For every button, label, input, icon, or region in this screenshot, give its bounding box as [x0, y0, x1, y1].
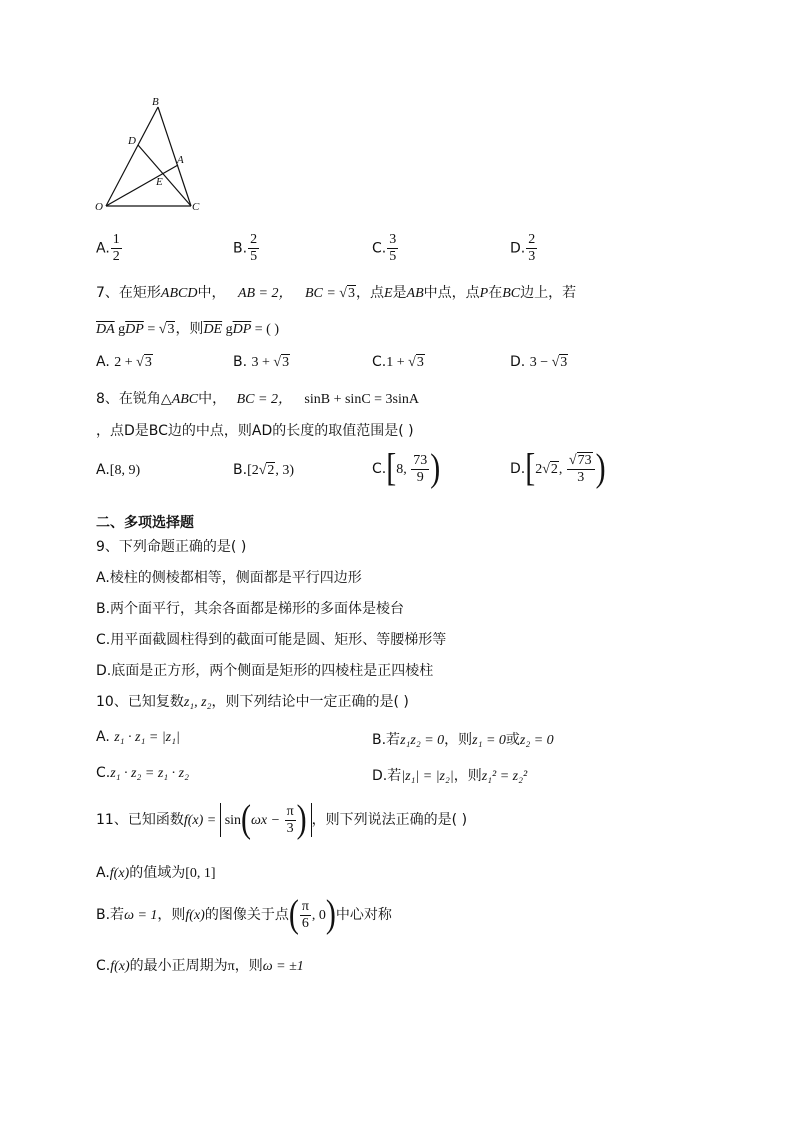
- q6-c-fraction: $\frac{3}{5}$: [389, 232, 397, 264]
- q10-option-b[interactable]: B.若z₁z₂ = 0，则z₁ = 0或z₂ = 0: [372, 732, 554, 748]
- q6-b-fraction: $\frac{2}{5}$: [250, 232, 258, 264]
- q11-pi-over-3: $\frac{\pi}{3}$: [286, 803, 294, 836]
- q8-option-d[interactable]: D.[2√2, $\frac{√73}{3}$ ): [510, 446, 606, 490]
- q6-d-fraction: $\frac{2}{3}$: [528, 232, 536, 264]
- q8-d-fraction: $\frac{√73}{3}$: [567, 453, 595, 486]
- q8-option-a[interactable]: A.[8, 9): [96, 462, 141, 478]
- q8-stem-line2: ，点D是BC边的中点，则AD的长度的取值范围是( ): [96, 423, 414, 439]
- q7-option-d[interactable]: D. 3 − √3: [510, 354, 568, 370]
- edge-bc: [158, 107, 191, 206]
- q11-option-b[interactable]: B.若ω = 1，则f(x)的图像关于点( $\frac{\pi}{6}$ , 0)中心对称: [96, 892, 392, 936]
- q9-option-d[interactable]: D.底面是正方形，两个侧面是矩形的四棱柱是正四棱柱: [96, 663, 434, 679]
- q11-pi-over-6: $\frac{\pi}{6}$: [301, 898, 309, 931]
- label-e: E: [156, 176, 163, 188]
- q9-option-a[interactable]: A.棱柱的侧棱都相等，侧面都是平行四边形: [96, 570, 362, 586]
- label-d: D: [128, 135, 136, 147]
- q6-option-c[interactable]: C. $\frac{3}{5}$: [372, 232, 397, 264]
- section-heading-multi-choice: 二、多项选择题: [96, 515, 194, 531]
- q8-stem-line1: 8、在锐角△ABC中， BC = 2， sinB + sinC = 3sinA: [96, 391, 419, 407]
- q6-a-fraction: $\frac{1}{2}$: [112, 232, 120, 264]
- q6-option-a[interactable]: A. $\frac{1}{2}$: [96, 232, 120, 264]
- q11-option-a[interactable]: A.f(x)的值域为[0, 1]: [96, 865, 216, 881]
- q8-option-c[interactable]: C.[8, $\frac{73}{9}$ ): [372, 446, 441, 490]
- q9-option-b[interactable]: B.两个面平行，其余各面都是梯形的多面体是棱台: [96, 601, 405, 617]
- label-c: C: [192, 201, 200, 213]
- q10-stem: 10、已知复数z₁, z₂，则下列结论中一定正确的是( ): [96, 694, 409, 710]
- q7-option-c[interactable]: C.1 + √3: [372, 354, 424, 370]
- q9-option-c[interactable]: C.用平面截圆柱得到的截面可能是圆、矩形、等腰梯形等: [96, 632, 447, 648]
- q7-option-a[interactable]: A. 2 + √3: [96, 354, 152, 370]
- q10-option-a[interactable]: A. z₁ · z₁ = |z₁|: [96, 729, 180, 745]
- q10-option-c[interactable]: C.z₁ · z₂ = z₁ · z₂: [96, 765, 189, 781]
- q10-option-d[interactable]: D.若|z₁| = |z₂|，则z₁² = z₂²: [372, 768, 528, 784]
- q7-stem-line2: $\overline{DA}$ $g\overline{DP} = √3$，则$\overline{DE}$ $g\overline{DP}$ = ( ): [96, 321, 280, 337]
- q8-option-b[interactable]: B.[2√2, 3): [233, 462, 295, 478]
- triangle-figure: [90, 95, 210, 220]
- label-a: A: [177, 154, 184, 166]
- q6-option-d[interactable]: D. $\frac{2}{3}$: [510, 232, 536, 264]
- q8-c-fraction: $\frac{73}{9}$: [413, 452, 428, 485]
- label-b: B: [152, 96, 159, 108]
- q11-option-c[interactable]: C.f(x)的最小正周期为π，则ω = ±1: [96, 958, 304, 974]
- q7-stem-line1: 7、在矩形ABCD中， AB = 2， BC = √3，点E是AB中点，点P在BC边上，若: [96, 285, 577, 301]
- q6-option-b[interactable]: B. $\frac{2}{5}$: [233, 232, 258, 264]
- label-o: O: [95, 201, 103, 213]
- q11-stem: 11、已知函数f(x) = sin(ωx − $\frac{\pi}{3}$ ) ，则下列说法正确的是( ): [96, 797, 468, 841]
- q9-stem: 9、下列命题正确的是( ): [96, 539, 247, 555]
- q7-option-b[interactable]: B. 3 + √3: [233, 354, 290, 370]
